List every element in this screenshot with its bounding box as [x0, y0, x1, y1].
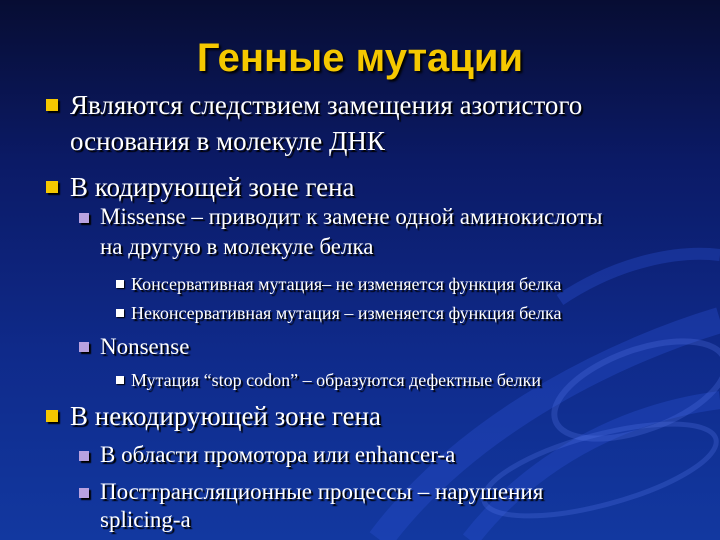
sub-sub-bullet-square-icon [116, 280, 124, 288]
sub-bullet-text: Missense – приводит к замене одной аминокислоты [100, 204, 603, 229]
bullet-square-icon [46, 99, 58, 111]
sub-bullet-square-icon [79, 342, 89, 352]
bullet-text: В некодирующей зоне гена [70, 401, 381, 431]
slide-title: Генные мутации [196, 36, 524, 80]
bullet-text: Являются следствием замещения азотистого [70, 90, 583, 120]
sub-bullet-text: Nonsense [100, 334, 190, 359]
sub-bullet-text-continuation: на другую в молекуле белка [100, 234, 374, 259]
sub-bullet-square-icon [79, 488, 89, 498]
sub-bullet-square-icon [79, 213, 89, 223]
bullet-text: В кодирующей зоне гена [70, 172, 355, 202]
sub-bullet-text-continuation: splicing-а [100, 507, 191, 532]
sub-sub-bullet-text: Консервативная мутация– не изменяется функция белка [131, 274, 562, 294]
bullet-square-icon [46, 410, 58, 422]
sub-sub-bullet-square-icon [116, 376, 124, 384]
sub-bullet-text: В области промотора или enhancer-а [100, 442, 456, 467]
sub-sub-bullet-square-icon [116, 309, 124, 317]
bullet-text-continuation: основания в молекуле ДНК [70, 126, 385, 156]
sub-bullet-text: Посттрансляционные процессы – нарушения [100, 479, 544, 504]
sub-sub-bullet-text: Неконсервативная мутация – изменяется функция белка [131, 303, 562, 323]
bullet-square-icon [46, 181, 58, 193]
sub-sub-bullet-text: Мутация “stop codon” – образуются дефектные белки [131, 370, 541, 390]
sub-bullet-square-icon [79, 451, 89, 461]
